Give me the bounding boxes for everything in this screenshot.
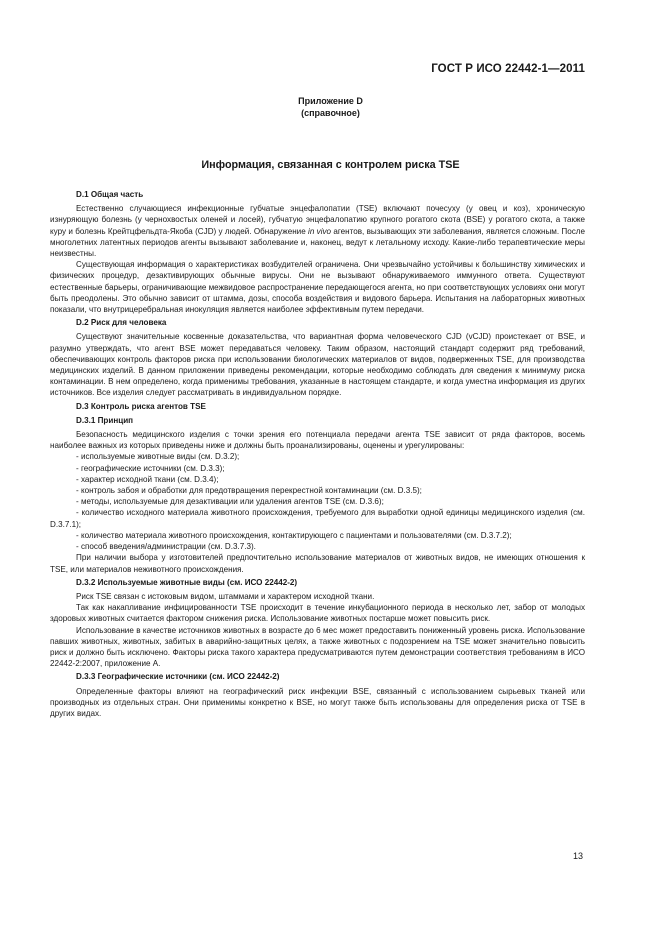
section-heading-d2: D.2 Риск для человека: [76, 318, 167, 328]
subsection-heading-d31: D.3.1 Принцип: [76, 415, 134, 425]
section-heading-d3: D.3 Контроль риска агентов TSE: [76, 401, 206, 411]
list-item: - методы, используемые для дезактивации или удаления агентов TSE (см. D.3.6);: [76, 497, 384, 507]
list-item: - количество исходного материала животного происхождения, требуемого для выработки одной единицы медицинского изделия (см. D.3.7.1);: [50, 508, 585, 529]
list-item: - используемые животные виды (см. D.3.2);: [76, 452, 240, 462]
italic-term: in vivo: [308, 226, 332, 236]
list-item: - характер исходной ткани (см. D.3.4);: [76, 474, 219, 484]
subsection-heading-d33: D.3.3 Географические источники (см. ИСО 22442-2): [76, 672, 280, 682]
paragraph: Определенные факторы влияют на географический риск инфекции BSE, связанный с использованием сырьевых тканей или производных из отдельных стран. Они применимы конкретно к BSE, но могут также быть использованы для определения риска от TSE в других видах.: [50, 686, 585, 718]
list-item: - географические источники (см. D.3.3);: [76, 463, 225, 473]
list-item: - контроль забоя и обработки для предотвращения перекрестной контаминации (см. D.3.5);: [76, 486, 422, 496]
paragraph: При наличии выбора у изготовителей предпочтительно использование материалов от животных видов, не имеющих отношения к TSE, или материалов неживотного происхождения.: [50, 553, 585, 574]
document-code: ГОСТ Р ИСО 22442-1—2011: [431, 63, 585, 75]
list-item: - способ введения/администрации (см. D.3.7.3).: [76, 542, 256, 552]
paragraph-text: Естественно случающиеся инфекционные губчатые энцефалопатии (TSE) включают почесуху (у овец и коз), хроническую изнуряющую болезнь (у чернохвостых оленей и лосей), губчатую энцефалопатию крупного рогатого скота (BSE) у рогатого скота, а также куру и болезнь Крейтцфельдта-Якоба (CJD) у людей. Обнаружение: [50, 204, 585, 236]
paragraph: Так как накапливание инфицированности TSE происходит в течение инкубационного периода в несколько лет, забор от молодых здоровых животных считается фактором снижения риска. Использование животных постарше может повысить риск.: [50, 603, 585, 624]
subsection-heading-d32: D.3.2 Используемые животные виды (см. ИСО 22442-2): [76, 577, 298, 587]
paragraph: Использование в качестве источников животных в возрасте до 6 мес может предоставить пониженный уровень риска. Использование павших животных, животных, забитых в аварийно-защитных целях, а также животных с подозрением на TSE может значительно повысить риск и должно быть исключено. Факторы риска такого характера предусматриваются путем демонстрации соответствия требованиям в ИСО 22442-2:2007, приложение А.: [50, 625, 585, 669]
paragraph: [50, 203, 585, 259]
main-title: Информация, связанная с контролем риска TSE: [201, 159, 460, 171]
annex-title: Приложение D: [298, 96, 363, 106]
paragraph: Существующая информация о характеристиках возбудителей ограничена. Они чрезвычайно устойчивы к большинству химических и физических процедур, дезактивирующих обычные вирусы. Они не вызывают обнаруживаемого иммунного ответа. Существуют естественные барьеры, ограничивающие межвидовое распространение передающегося агента, но при соответствующих условиях они могут быть преодолены. Это обычно зависит от штамма, дозы, способа воздействия и видового барьера. Испытания на лабораторных животных показали, что внутрицеребральная инокуляция является наиболее эффективным путем передачи.: [50, 260, 585, 315]
document-body: [50, 187, 585, 719]
section-heading-d1: D.1 Общая часть: [76, 190, 144, 199]
page-number: 13: [572, 851, 583, 861]
paragraph-text: агентов, вызывающих эти заболевания, является сложным. После многолетних латентных периодов агенты вызывают заболевание и, наконец, ведут к летальному исходу. Какие-либо терапевтические меры неизвестны.: [50, 226, 585, 259]
paragraph: Риск TSE связан с истоковым видом, штаммами и характером исходной ткани.: [76, 591, 375, 601]
paragraph: Существуют значительные косвенные доказательства, что вариантная форма человеческого CJD (vCJD) проистекает от BSE, и разумно утверждать, что агент BSE может передаваться человеку. Таким образом, настоящий стандарт содержит ряд требований, обеспечивающих контроль факторов риска при использовании биологических материалов от видов, подверженных TSE, для производства медицинских изделий. В данном приложении приведены рекомендации, которые необходимо соблюдать для сведения к минимуму риска контаминации. В нем определено, когда применимы требования, указанные в настоящем стандарте, и когда уместна информация из других источников. Все изделия следует рассматривать в индивидуальном порядке.: [50, 332, 585, 398]
paragraph: Безопасность медицинского изделия с точки зрения его потенциала передачи агента TSE зависит от ряда факторов, восемь наиболее важных из которых приведены ниже и должны быть проанализированы, оценены и урегулированы:: [50, 430, 585, 451]
annex-type: (справочное): [301, 108, 360, 118]
list-item: - количество материала животного происхождения, контактирующего с пациентами и пользователями (см. D.3.7.2);: [76, 530, 512, 540]
